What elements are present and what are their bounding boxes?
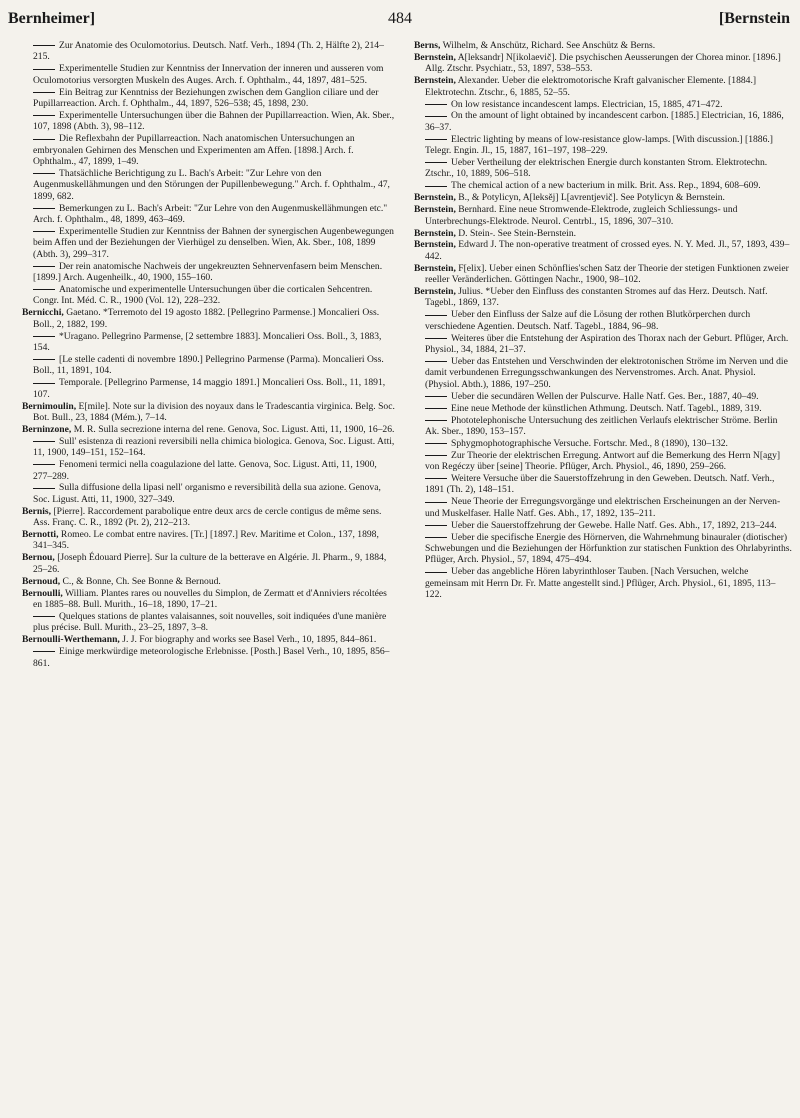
bibliography-entry [22,63,397,86]
entry-text: Experimentelle Studien zur Kenntniss der Innervation der inneren und ausseren vom Oculomotorius versorgten Muskeln des Auges. Arch. f. Ophthalm., 44, 1897, 481–525. [33,63,384,86]
ditto-dash [33,69,55,70]
bibliography-entry [22,552,397,575]
ditto-dash [33,289,55,290]
entry-text: Ueber das Entstehen und Verschwinden der elektrotonischen Ströme im Nerven und die damit verbundenen Erregungsschwankungen des Nervenstromes. Arch. Anat. Physiol. (Physiol. Abth.), 1886, 197–250. [425,355,788,390]
bibliography-entry [22,506,397,529]
header-right: [Bernstein [718,10,790,27]
author-name: Bernstein, [414,262,456,274]
bibliography-entry [22,482,397,505]
bibliography-entry [414,228,792,239]
entry-text: On low resistance incandescent lamps. Electrician, 15, 1885, 471–472. [451,98,723,110]
author-name: Bernicchi, [22,307,64,319]
entry-text: J. J. For biography and works see Basel Verh., 10, 1895, 844–861. [119,634,377,646]
bibliography-entry [22,87,397,110]
author-name: Bernis, [22,505,52,517]
bibliography-entry [414,157,792,180]
bibliography-entry [22,133,397,167]
author-name: Bernstein, [414,204,456,216]
entry-text: Der rein anatomische Nachweis der ungekreuzten Sehnervenfasern beim Menschen. [1899.] Arch. Augenheilk., 40, 1900, 155–160. [33,260,383,284]
bibliography-entry [414,180,792,191]
ditto-dash [425,116,447,117]
bibliography-entry [414,192,792,203]
ditto-dash [33,173,55,174]
bibliography-entry [22,261,397,284]
entry-text: Gaetano. *Terremoto del 19 agosto 1882. [Pellegrino Parmense.] Moncalieri Oss. Boll., 2, 1882, 199. [33,307,380,330]
left-column [22,40,397,669]
ditto-dash [425,396,447,397]
bibliography-entry [22,436,397,459]
ditto-dash [425,104,447,105]
ditto-dash [33,651,55,652]
bibliography-entry [414,438,792,449]
ditto-dash [33,383,55,384]
entry-text: Ueber das angebliche Hören labyrinthloser Tauben. [Nach Versuchen, welche gemeinsam mit Herrn Dr. Fr. Matte angestellt sind.] Pflüger, Arch. Physiol., 61, 1895, 113–122. [425,566,776,601]
bibliography-entry [22,401,397,424]
entry-text: Experimentelle Untersuchungen über die Bahnen der Pupillarreaction. Wien, Ak. Sber., 107, 1898 (Abth. 3), 98–112. [33,109,395,133]
ditto-dash [33,115,55,116]
entry-text: [Le stelle cadenti di novembre 1890.] Pellegrino Parmense (Parma). Moncalieri Oss. Boll., 11, 1891, 104. [33,353,384,377]
bibliography-entry [414,391,792,402]
ditto-dash [425,338,447,339]
entry-text: Zur Anatomie des Oculomotorius. Deutsch. Natf. Verh., 1894 (Th. 2, Hälfte 2), 214–215. [33,40,384,63]
entry-text: Fenomeni termici nella coagulazione del latte. Genova, Soc. Ligust. Atti, 11, 1900, 277–289. [33,459,377,482]
entry-text: Ueber die specifische Energie des Hörnerven, die Wahrnehmung binauraler (diotischer) Schwebungen und die Beziehungen der Hörfunktion zur statischen Funktion des Ohrlabyrinths. Pflüger, Arch. Physiol., 57, 1894, 475–494. [425,531,792,566]
bibliography-entry [22,354,397,377]
entry-text: D. Stein-. See Stein-Bernstein. [455,227,577,239]
bibliography-entry [22,576,397,587]
bibliography-entry [22,203,397,226]
entry-text: Weiteres über die Entstehung der Aspiration des Thorax nach der Geburt. Pflüger, Arch. Physiol., 34, 1884, 21–37. [425,332,789,356]
entry-text: Ueber Vertheilung der elektrischen Energie durch konstanten Strom. Elektrotechn. Ztschr., 10, 1889, 506–518. [425,157,768,180]
author-name: Bernstein, [414,75,456,87]
ditto-dash [33,139,55,140]
entry-text: Alexander. Ueber die elektromotorische Kraft galvanischer Elemente. [1884.] Elektrotechn. Ztschr., 6, 1885, 52–55. [425,75,757,98]
bibliography-entry [22,226,397,260]
ditto-dash [425,537,447,538]
ditto-dash [33,336,55,337]
bibliography-entry [414,520,792,531]
bibliography-entry [22,168,397,202]
bibliography-entry [22,529,397,552]
entry-text: Bemerkungen zu L. Bach's Arbeit: "Zur Lehre von den Augenmuskellähmungen etc." Arch. f. Ophthalm., 48, 1899, 463–469. [33,202,388,226]
bibliography-entry [414,403,792,414]
bibliography-entry [22,307,397,330]
ditto-dash [425,502,447,503]
ditto-dash [425,186,447,187]
ditto-dash [33,266,55,267]
entry-text: *Uragano. Pellegrino Parmense, [2 settembre 1883]. Moncalieri Oss. Boll., 3, 1883, 154. [33,330,382,354]
ditto-dash [425,443,447,444]
author-name: Bernoud, [22,575,61,587]
entry-text: The chemical action of a new bacterium in milk. Brit. Ass. Rep., 1894, 608–609. [451,180,761,192]
ditto-dash [33,92,55,93]
entry-text: C., & Bonne, Ch. See Bonne & Bernoud. [60,575,221,587]
entry-text: Temporale. [Pellegrino Parmense, 14 maggio 1891.] Moncalieri Oss. Boll., 11, 1891, 107. [33,377,386,400]
ditto-dash [33,616,55,617]
bibliography-entry [414,52,792,75]
author-name: Bernoulli-Werthemann, [22,634,120,646]
ditto-dash [425,162,447,163]
bibliography-entry [22,611,397,634]
entry-text: M. R. Sulla secrezione interna del rene. Genova, Soc. Ligust. Atti, 11, 1900, 16–26. [71,423,395,435]
entry-text: Experimentelle Studien zur Kenntniss der Bahnen der synergischen Augenbewegungen beim Affen und der Beziehungen der Vierhügel zu denselben. Wien, Ak. Sber., 108, 1899 (Abth. 3), 299–317. [33,226,394,260]
author-name: Bernimoulin, [22,400,77,412]
bibliography-entry [414,415,792,438]
entry-text: Wilhelm, & Anschütz, Richard. See Anschütz & Berns. [440,40,656,51]
bibliography-entry [414,286,792,309]
ditto-dash [33,488,55,489]
author-name: Bernou, [22,552,55,564]
entry-text: Ueber die secundären Wellen der Pulscurve. Halle Natf. Ges. Ber., 1887, 40–49. [451,390,759,402]
page-number: 484 [388,10,412,27]
bibliography-entry [414,532,792,566]
author-name: Berns, [414,40,441,51]
bibliography-entry [414,40,792,51]
bibliography-entry [414,496,792,519]
entry-text: [Joseph Édouard Pierre]. Sur la culture de la betterave en Algérie. Jl. Pharm., 9, 1884, 25–26. [33,552,387,575]
entry-text: B., & Potylicyn, A[leksěj] L[avrentjevič]. See Potylicyn & Bernstein. [455,192,725,204]
bibliography-entry [414,239,792,262]
entry-text: On the amount of light obtained by incandescent carbon. [1885.] Electrician, 16, 1886, 36–37. [425,110,784,133]
bibliography-entry [414,473,792,496]
bibliography-entry [414,99,792,110]
ditto-dash [425,525,447,526]
right-column [414,40,792,601]
entry-text: F[elix]. Ueber einen Schönflies'schen Satz der Theorie der stetigen Funktionen zweier reeller Veränderlichen. Göttingen Nachr., 1900, 98–102. [425,262,789,286]
ditto-dash [33,464,55,465]
entry-text: Einige merkwürdige meteorologische Erlebnisse. [Posth.] Basel Verh., 10, 1895, 856–861. [33,646,390,669]
author-name: Bernstein, [414,192,456,204]
entry-text: Neue Theorie der Erregungsvorgänge und elektrischen Erscheinungen an der Nerven- und Muskelfaser. Halle Natf. Ges. Abh., 17, 1892, 135–211. [425,496,781,519]
ditto-dash [33,441,55,442]
bibliography-entry [414,333,792,356]
entry-text: Bernhard. Eine neue Stromwende-Elektrode, zugleich Schliessungs- und Unterbrechungs-Elektrode. Neurol. Centrbl., 15, 1896, 307–310. [425,204,738,227]
bibliography-entry [22,331,397,354]
entry-text: Zur Theorie der elektrischen Erregung. Antwort auf die Bemerkung des Herrn N[agy] von Regéczy über [seine] Theorie. Pflüger, Arch. Physiol., 46, 1890, 259–266. [425,449,781,473]
entry-text: Sull' esistenza di reazioni reversibili nella chimica biologica. Genova, Soc. Ligust. Atti, 11, 1900, 149–151, 152–164. [33,435,395,459]
bibliography-entry [22,424,397,435]
bibliography-entry [414,134,792,157]
ditto-dash [425,361,447,362]
entry-text: E[mile]. Note sur la division des noyaux dans le Tradescantia virginica. Belg. Soc. Bot. Bull., 23, 1884 (Mém.), 7–14. [33,400,395,423]
entry-text: Quelques stations de plantes valaisannes, soit nouvelles, soit indiquées d'une manière plus précise. Bull. Murith., 23–25, 1897, 3–8. [33,610,387,634]
bibliography-entry [22,646,397,669]
entry-text: Die Reflexbahn der Pupillarreaction. Nach anatomischen Untersuchungen an embryonalen Gehirnen des Menschen und Experimenten am Affen. [1898.] Arch. f. Ophthalm., 47, 1899, 1–49. [33,133,355,168]
author-name: Bernoulli, [22,587,63,599]
author-name: Berninzone, [22,423,72,435]
entry-text: Sphygmophotographische Versuche. Fortschr. Med., 8 (1890), 130–132. [451,437,728,449]
entry-text: Ueber die Sauerstoffzehrung der Gewebe. Halle Natf. Ges. Abh., 17, 1892, 213–244. [451,519,777,531]
entry-text: Ein Beitrag zur Kenntniss der Beziehungen zwischen dem Ganglion ciliare und der Pupillarreaction. Arch. f. Ophthalm., 44, 1897, 526–538; 45, 1898, 230. [33,86,379,110]
bibliography-entry [22,284,397,307]
ditto-dash [33,45,55,46]
author-name: Bernotti, [22,529,59,541]
ditto-dash [33,359,55,360]
ditto-dash [425,408,447,409]
ditto-dash [425,478,447,479]
bibliography-entry [414,110,792,133]
entry-text: Eine neue Methode der künstlichen Athmung. Deutsch. Natf. Tagebl., 1889, 319. [451,402,762,414]
ditto-dash [425,315,447,316]
entry-text: Ueber den Einfluss der Salze auf die Lösung der rothen Blutkörperchen durch verschiedene Agentien. Deutsch. Natf. Tagebl., 1884, 96–98. [425,309,751,332]
page-header [0,10,800,34]
ditto-dash [33,231,55,232]
author-name: Bernstein, [414,51,456,63]
bibliography-entry [414,356,792,390]
entry-text: William. Plantes rares ou nouvelles du Simplon, de Zermatt et d'Anniviers récoltées en 1885–88. Bull. Murith., 16–18, 1890, 17–21. [33,587,387,610]
entry-text: Sulla diffusione della lipasi nell' organismo e reversibilità della sua azione. Genova, Soc. Ligust. Atti, 11, 1900, 327–349. [33,482,381,505]
author-name: Bernstein, [414,286,456,298]
entry-text: Anatomische und experimentelle Untersuchungen über die corticalen Sehcentren. Congr. Int. Méd. C. R., 1900 (Vol. 12), 228–232. [33,284,373,307]
header-left: Bernheimer] [8,10,96,27]
bibliography-entry [22,459,397,482]
entry-text: Thatsächliche Berichtigung zu L. Bach's Arbeit: "Zur Lehre von den Augenmuskellähmungen und den Störungen der Pupillenbewegung." Arch. f. Ophthalm., 47, 1899, 682. [33,167,390,202]
entry-text: Julius. *Ueber den Einfluss des constanten Stromes auf das Herz. Deutsch. Natf. Tagebl., 1869, 137. [425,286,768,309]
bibliography-entry [414,566,792,600]
ditto-dash [33,208,55,209]
entry-text: Romeo. Le combat entre navires. [Tr.] [1897.] Rev. Maritime et Colon., 137, 1898, 341–345. [33,529,379,552]
entry-text: Weitere Versuche über die Sauerstoffzehrung in den Geweben. Deutsch. Natf. Verh., 1891 (Th. 2), 148–151. [425,473,775,496]
entry-text: Edward J. The non-operative treatment of crossed eyes. N. Y. Med. Jl., 57, 1893, 439–442. [425,239,790,262]
ditto-dash [425,572,447,573]
bibliography-entry [414,309,792,332]
entry-text: A[leksandr] N[ikolaevič]. Die psychischen Aeusserungen der Chorea minor. [1896.] Allg. Ztschr. Psychiatr., 53, 1897, 538–553. [425,51,781,75]
entry-text: Phototelephonische Untersuchung des zeitlichen Verlaufs elektrischer Ströme. Berlin Ak. Sber., 1890, 153–157. [425,414,778,437]
bibliography-entry [22,634,397,645]
entry-text: Electric lighting by means of low-resistance glow-lamps. [With discussion.] [1886.] Telegr. Engin. Jl., 15, 1887, 161–197, 198–229. [425,133,773,157]
bibliography-entry [22,110,397,133]
bibliography-entry [414,75,792,98]
ditto-dash [425,420,447,421]
ditto-dash [425,139,447,140]
bibliography-entry [22,377,397,400]
author-name: Bernstein, [414,239,456,251]
bibliography-entry [22,588,397,611]
bibliography-entry [414,263,792,286]
bibliography-entry [414,450,792,473]
author-name: Bernstein, [414,227,456,239]
bibliography-entry [414,204,792,227]
entry-text: [Pierre]. Raccordement parabolique entre deux arcs de cercle contigus de même sens. Ass. Franç. C. R., 1892 (Pt. 2), 212–213. [33,505,382,529]
bibliography-entry [22,40,397,63]
ditto-dash [425,455,447,456]
